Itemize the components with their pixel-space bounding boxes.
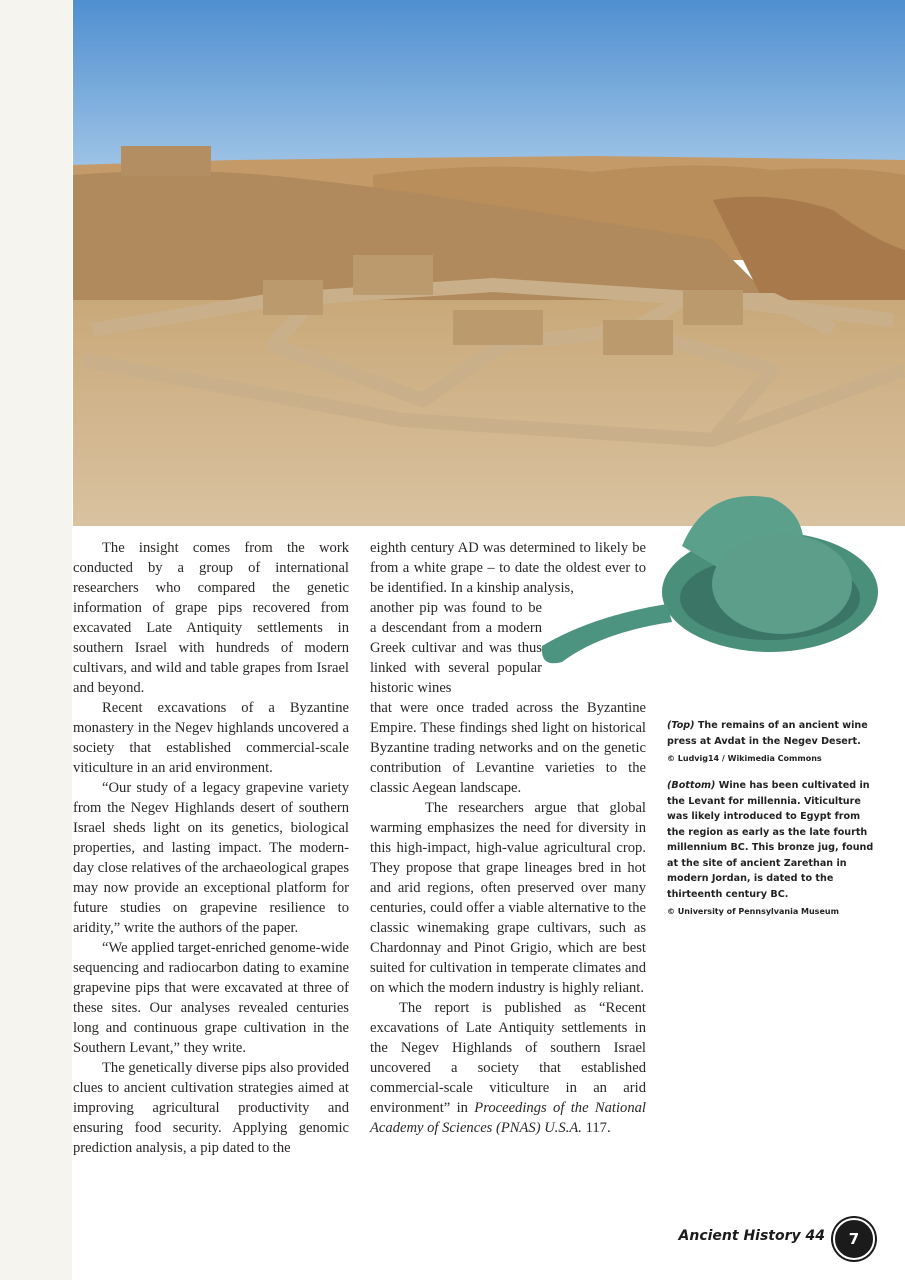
caption-tag: (Bottom) — [667, 780, 716, 791]
top-caption — [667, 718, 879, 765]
paragraph-wrap-around-jug: another pip was found to be a descendant from a modern Greek cultivar and was thus linked with several popular historic wines — [370, 600, 542, 696]
bottom-caption — [667, 778, 879, 918]
paragraph: Recent excavations of a Byzantine monastery in the Negev highlands uncovered a society that established commercial-scale viticulture in an arid environment. — [73, 700, 349, 776]
paragraph-lead: eighth century AD was determined to likely be from a white grape – to date the oldest ever to be identified. In a kinship analysis, — [370, 540, 646, 596]
magazine-title: Ancient History 44 — [678, 1228, 825, 1244]
paragraph-continued: that were once traded across the Byzantine Empire. These findings shed light on historical Byzantine trading networks and on the genetic contribution of Levantine varieties to the classic Aegean landscape. — [370, 700, 646, 796]
paragraph: “We applied target-enriched genome-wide sequencing and radiocarbon dating to examine grapevine pips that were excavated at three of these sites. Our analyses revealed centuries long and continuous grape cultivation in the Southern Levant,” they write. — [73, 940, 349, 1056]
caption-tag: (Top) — [667, 720, 695, 731]
paragraph-citation — [370, 998, 646, 1138]
photo-credit: © University of Pennsylvania Museum — [667, 907, 839, 916]
journal-title: Proceedings of the National Academy of Sciences (PNAS) U.S.A. — [370, 1100, 646, 1136]
citation-volume: 117. — [585, 1120, 611, 1136]
caption-text: The remains of an ancient wine press at Avdat in the Negev Desert. — [667, 720, 868, 747]
citation-text: The report is published as “Recent excavations of Late Antiquity settlements in the Negev Highlands of southern Israel uncovered a society that established commercial-scale viticulture in an arid environment” in — [370, 1000, 646, 1116]
caption-text: Wine has been cultivated in the Levant for millennia. Viticulture was likely introduced to Egypt from the region as early as the late fourth millennium BC. This bronze jug, found at the site of ancient Zarethan in modern Jordan, is dated to the thirteenth century BC. — [667, 780, 874, 900]
paragraph: “Our study of a legacy grapevine variety from the Negev Highlands desert of southern Israel sheds light on its genetics, biological properties, and lasting impact. The modern-day close relatives of the archaeological grapes may now provide an exceptional platform for future studies on grapevine resilience to aridity,” write the authors of the paper. — [73, 780, 349, 936]
paragraph: The researchers argue that global warming emphasizes the need for diversity in this high-impact, high-value agricultural crop. They propose that grape lineages bred in hot and arid regions, often preserved over many centuries, could offer a viable alternative to the classic winemaking grape cultivars, such as Chardonnay and Pinot Grigio, which are best suited for cultivation in temperate climates and on which the modern industry is highly reliant. — [370, 800, 646, 996]
photo-credit: © Ludvig14 / Wikimedia Commons — [667, 754, 822, 763]
article-column-right — [370, 538, 646, 1138]
paragraph: The insight comes from the work conducted by a group of international researchers who compared the genetic information of grape pips recovered from excavated Late Antiquity settlements in southern Israel with hundreds of modern cultivars, and wild and table grapes from Israel and beyond. — [73, 540, 349, 696]
page-number: 7 — [833, 1218, 875, 1260]
wine-press-photo — [73, 0, 905, 526]
paragraph: The genetically diverse pips also provided clues to ancient cultivation strategies aimed at improving agricultural productivity and ensuring food security. Applying genomic prediction analysis, a pip dated to the — [73, 1060, 349, 1156]
article-column-left — [73, 538, 349, 1158]
